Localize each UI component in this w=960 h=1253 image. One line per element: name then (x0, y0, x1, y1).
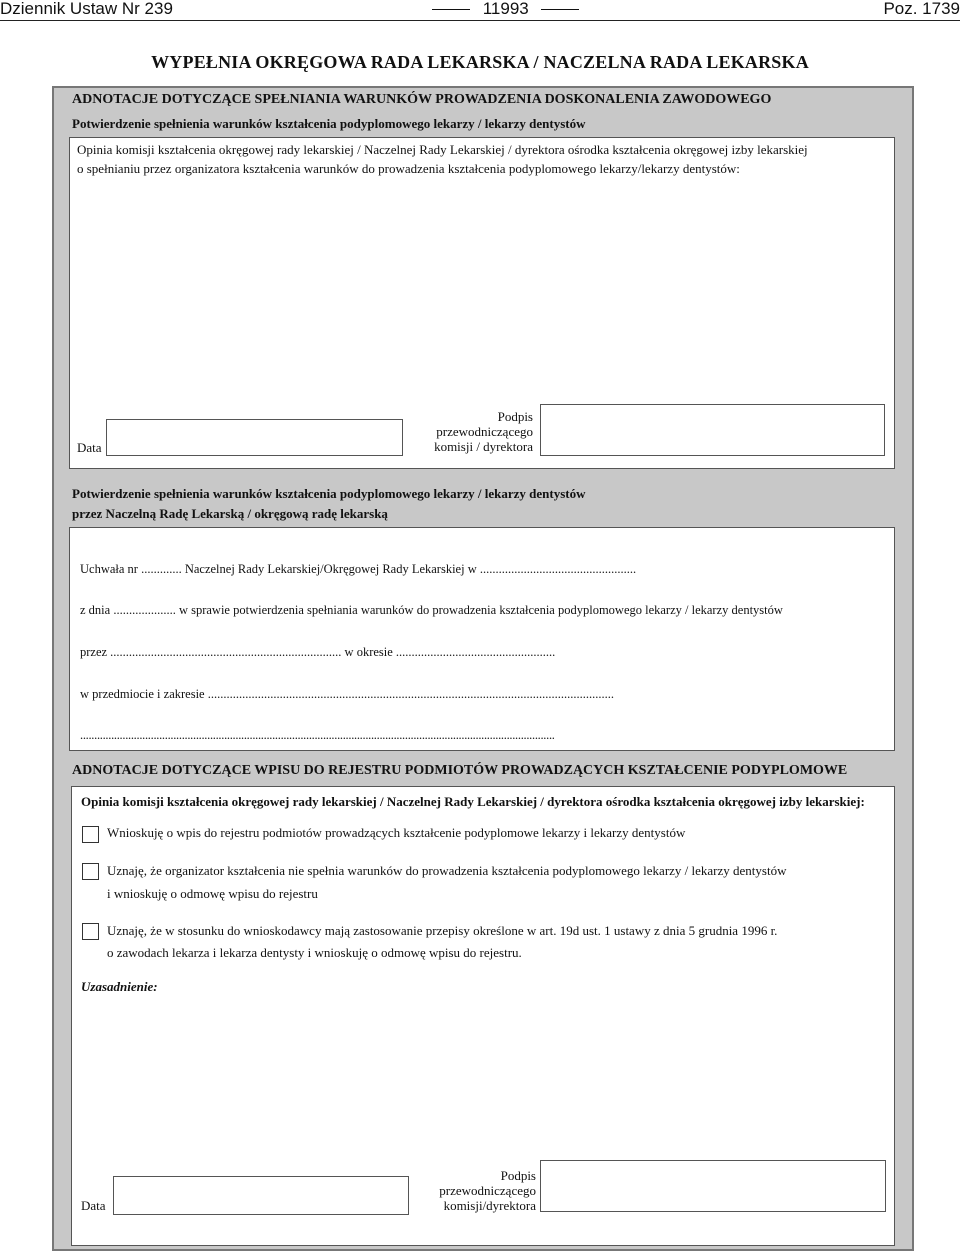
page-number-value: 11993 (482, 0, 529, 18)
resolution-extra-line[interactable]: ........................................................................................................................................................................ (80, 728, 555, 742)
option3-label-line2: o zawodach lekarza i lekarza dentysty i wnioskuję o odmowę wpisu do rejestru. (107, 945, 522, 960)
resolution-subject-line[interactable]: w przedmiocie i zakresie .................................................................................................................................. (80, 687, 614, 701)
signature-line-3: komisji/dyrektora (443, 1198, 536, 1213)
section2-heading-line2: przez Naczelną Radę Lekarską / okręgową radę lekarską (72, 506, 388, 521)
dash-left (432, 9, 470, 10)
option3-label-line1: Uznaję, że w stosunku do wnioskodawcy mają zastosowanie przepisy określone w art. 19d ust. 1 ustawy z dnia 5 grudnia 1996 r. (107, 923, 778, 938)
journal-title: Dziennik Ustaw Nr 239 (0, 0, 173, 18)
section1-opinion-line2: o spełnianiu przez organizatora kształcenia warunków do prowadzenia kształcenia podyplomowego lekarzy/lekarzy dentystów: (77, 161, 740, 176)
section3-signature-field[interactable] (540, 1160, 886, 1212)
section3-opinion-label: Opinia komisji kształcenia okręgowej rady lekarskiej / Naczelnej Rady Lekarskiej / dyrektora ośrodka kształcenia okręgowej izby lekarskiej: (81, 794, 865, 809)
section1-signature-field[interactable] (540, 404, 885, 456)
resolution-date-line[interactable]: z dnia .................... w sprawie potwierdzenia spełniania warunków do prowadzenia kształcenia podyplomowego lekarzy / lekarzy dentystów (80, 603, 783, 617)
signature-line-3: komisji / dyrektora (434, 439, 533, 454)
section2-resolution-box (69, 527, 895, 751)
signature-line-2: przewodniczącego (439, 1183, 536, 1198)
justification-label: Uzasadnienie: (81, 979, 158, 994)
position-label: Poz. 1739 (883, 0, 960, 18)
section1-subheading: Potwierdzenie spełnienia warunków kształcenia podyplomowego lekarzy / lekarzy dentystów (72, 116, 586, 131)
option1-checkbox[interactable] (82, 826, 99, 843)
section3-signature-label (410, 1168, 536, 1213)
section3-date-field[interactable] (113, 1176, 409, 1215)
section1-heading: ADNOTACJE DOTYCZĄCE SPEŁNIANIA WARUNKÓW PROWADZENIA DOSKONALENIA ZAWODOWEGO (72, 92, 772, 107)
signature-line-1: Podpis (497, 409, 533, 424)
option2-label-line2: i wnioskuję o odmowę wpisu do rejestru (107, 886, 318, 901)
section1-opinion-line1: Opinia komisji kształcenia okręgowej rady lekarskiej / Naczelnej Rady Lekarskiej / dyrektora ośrodka kształcenia okręgowej izby lekarskiej (77, 142, 808, 157)
header-rule (0, 20, 960, 21)
section3-date-label: Data (81, 1198, 106, 1213)
option2-label-line1: Uznaję, że organizator kształcenia nie spełnia warunków do prowadzenia kształcenia podyplomowego lekarzy / lekarzy dentystów (107, 863, 787, 878)
dash-right (541, 9, 579, 10)
signature-line-2: przewodniczącego (436, 424, 533, 439)
resolution-by-line[interactable]: przez .......................................................................... w okresie ................................................... (80, 645, 556, 659)
option2-checkbox[interactable] (82, 863, 99, 880)
page-number (432, 0, 579, 19)
resolution-number-line[interactable]: Uchwała nr ............. Naczelnej Rady Lekarskiej/Okręgowej Rady Lekarskiej w .................................................. (80, 562, 637, 576)
section1-signature-label (405, 409, 533, 454)
section1-date-field[interactable] (106, 419, 403, 456)
main-title: WYPEŁNIA OKRĘGOWA RADA LEKARSKA / NACZELNA RADA LEKARSKA (151, 52, 809, 72)
signature-line-1: Podpis (500, 1168, 536, 1183)
section3-heading: ADNOTACJE DOTYCZĄCE WPISU DO REJESTRU PODMIOTÓW PROWADZĄCYCH KSZTAŁCENIE PODYPLOMOWE (72, 763, 848, 778)
option1-label: Wnioskuję o wpis do rejestru podmiotów prowadzących kształcenie podyplomowe lekarzy i lekarzy dentystów (107, 825, 686, 840)
option3-checkbox[interactable] (82, 923, 99, 940)
section1-date-label: Data (77, 440, 102, 455)
section2-heading-line1: Potwierdzenie spełnienia warunków kształcenia podyplomowego lekarzy / lekarzy dentystów (72, 486, 586, 501)
